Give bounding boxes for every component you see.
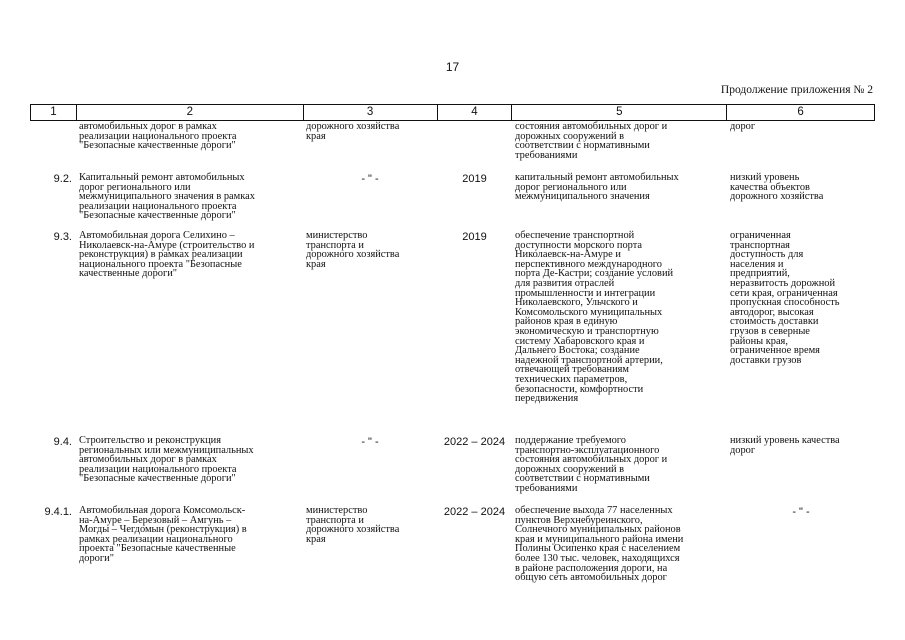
row-executor: - " - [361, 173, 379, 185]
row-name: автомобильных дорог в рамках реализации национального проекта "Безопасные качественные дороги" [79, 121, 237, 152]
header-col-3: 3 [304, 105, 438, 120]
header-col-4: 4 [438, 105, 513, 120]
row-consequence: - " - [792, 506, 810, 518]
row-years [437, 122, 512, 173]
table-row [30, 173, 875, 231]
table-row [30, 436, 875, 506]
row-result: обеспечение транспортной доступности морского порта Николаевск-на-Амуре и перспективного международного порта Де-Кастри; создание условий для развития отраслей промышленности и интеграции Николаевского, Ульчского и Комсомольского муниципальных районов края в единую экономическую и транспортную систему Хабаровского края и Дальнего Востока; создание надежной транспортной артерии, отвечающей требованиям технических параметров, безопасности, комфортности передвижения [515, 230, 674, 405]
table-header [30, 104, 875, 121]
row-number: 9.2. [53, 173, 72, 185]
row-number [30, 122, 76, 173]
row-years: 2019 [462, 231, 487, 243]
row-consequence: низкий уровень качества объектов дорожного хозяйства [730, 172, 824, 203]
header-col-5: 5 [512, 105, 727, 120]
row-years: 2022 – 2024 [443, 436, 506, 448]
row-consequence: низкий уровень качества дорог [730, 435, 840, 456]
row-executor: министерство транспорта и дорожного хозяйства края [306, 230, 400, 270]
header-col-6: 6 [727, 105, 875, 120]
header-col-1: 1 [31, 105, 77, 120]
table-row [30, 506, 875, 596]
row-result: капитальный ремонт автомобильных дорог регионального или межмуниципального значения [515, 172, 679, 203]
continuation-label: Продолжение приложения № 2 [720, 84, 873, 96]
row-years: 2019 [462, 173, 487, 185]
header-col-2: 2 [77, 105, 304, 120]
row-consequence: ограниченная транспортная доступность для населения и предприятий, неразвитость дорожной сети края, ограниченная пропускная способность автодорог, высокая стоимость доставки грузов в северные районы края, ограниченное время доставки грузов [730, 230, 840, 366]
row-result: состояния автомобильных дорог и дорожных сооружений в соответствии с нормативными требованиями [515, 121, 668, 161]
row-executor: дорожного хозяйства края [306, 121, 400, 142]
row-number: 9.4.1. [44, 506, 72, 518]
row-name: Автомобильная дорога Комсомольск- на-Амуре – Березовый – Амгунь – Могды – Чегдомын (реконструкция) в рамках реализации национального проекта "Безопасные качественные дороги" [79, 505, 247, 564]
row-years: 2022 – 2024 [443, 506, 506, 518]
row-executor: министерство транспорта и дорожного хозяйства края [306, 505, 400, 545]
document-table [30, 104, 875, 596]
row-result: поддержание требуемого транспортно-эксплуатационного состояния автомобильных дорог и дорожных сооружений в соответствии с нормативными требованиями [515, 435, 668, 494]
row-name: Автомобильная дорога Селихино – Николаевск-на-Амуре (строительство и реконструкция) в рамках реализации национального проекта "Безопасные качественные дороги" [79, 230, 255, 280]
row-executor: - " - [361, 436, 379, 448]
table-row [30, 121, 875, 173]
row-number: 9.3. [53, 231, 72, 243]
row-name: Строительство и реконструкция региональных или межмуниципальных автомобильных дорог в рамках реализации национального проекта "Безопасные качественные дороги" [79, 435, 254, 485]
row-result: обеспечение выхода 77 населенных пунктов Верхнебуреинского, Солнечного муниципальных районов края и муниципального района имени Полины Осипенко края с населением более 130 тыс. человек, находящихся в районе расположения дороги, на общую сеть автомобильных дорог [515, 505, 684, 584]
page-number: 17 [445, 60, 460, 74]
table-row [30, 231, 875, 436]
row-number: 9.4. [53, 436, 72, 448]
row-name: Капитальный ремонт автомобильных дорог регионального или межмуниципального значения в рамках реализации национального проекта "Безопасные качественные дороги" [79, 172, 255, 222]
row-consequence: дорог [730, 121, 756, 132]
